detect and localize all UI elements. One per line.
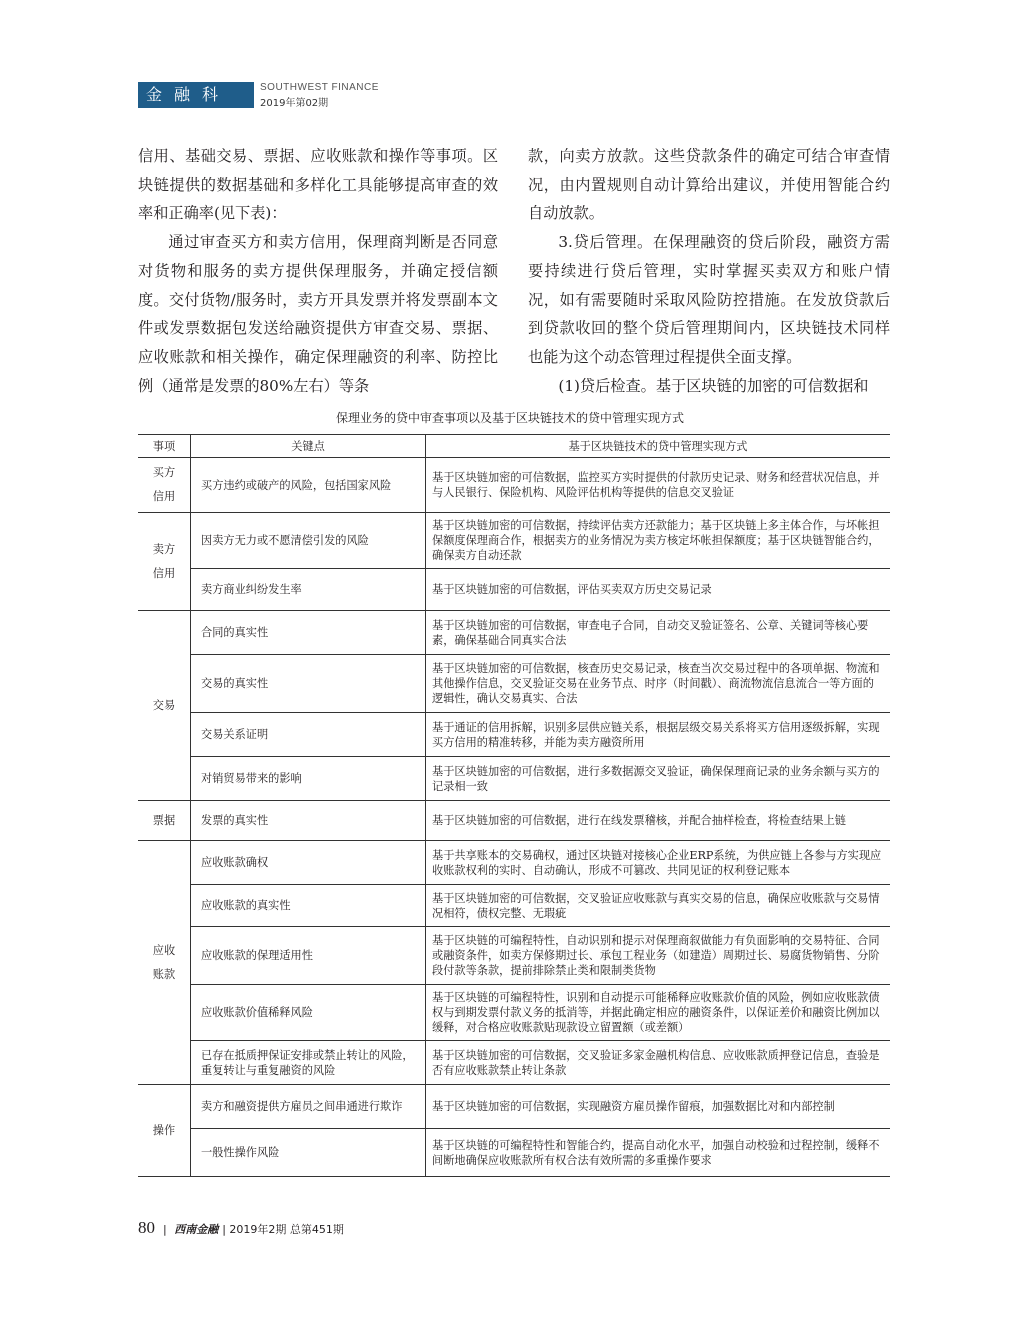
key-point-cell: 买方违约或破产的风险，包括国家风险 xyxy=(191,458,426,513)
column-header: 事项 xyxy=(138,435,191,458)
table-row xyxy=(138,513,890,569)
table-row xyxy=(138,841,890,885)
table-row xyxy=(138,1129,890,1177)
key-point-cell: 应收账款确权 xyxy=(191,841,426,885)
key-point-cell: 应收账款的真实性 xyxy=(191,885,426,927)
key-point-cell: 一般性操作风险 xyxy=(191,1129,426,1177)
implementation-cell: 基于区块链的可编程特性，自动识别和提示对保理商叙做能力有负面影响的交易特征、合同或融资条件，如卖方保修期过长、承包工程业务（如建造）周期过长、易腐货物销售、分阶段付款等条款，提前排除禁止类和限制类货物 xyxy=(426,927,891,985)
implementation-cell: 基于区块链的可编程特性，识别和自动提示可能稀释应收账款价值的风险，例如应收账款债权与到期发票付款义务的抵消等，并据此确定相应的融资条件，以保证差价和融资比例加以缓释，对合格应收账款贴现款设立留置额（或差额） xyxy=(426,985,891,1041)
column-header: 关键点 xyxy=(191,435,426,458)
paragraph: (1)贷后检查。基于区块链的加密的可信数据和 xyxy=(558,376,869,395)
table-row xyxy=(138,1041,890,1085)
key-point-cell: 发票的真实性 xyxy=(191,801,426,841)
table-row xyxy=(138,655,890,713)
body-column-right xyxy=(528,142,890,400)
key-point-cell: 交易关系证明 xyxy=(191,713,426,757)
implementation-cell: 基于区块链加密的可信数据，审查电子合同，自动交叉验证签名、公章、关键词等核心要素，确保基础合同真实合法 xyxy=(426,611,891,655)
table-caption: 保理业务的贷中审查事项以及基于区块链技术的贷中管理实现方式 xyxy=(335,411,684,425)
page-number: 80 xyxy=(138,1218,155,1237)
key-point-cell: 应收账款价值稀释风险 xyxy=(191,985,426,1041)
implementation-cell: 基于通证的信用拆解，识别多层供应链关系，根据层级交易关系将买方信用逐级拆解，实现买方信用的精准转移，并能为卖方融资所用 xyxy=(426,713,891,757)
implementation-cell: 基于区块链加密的可信数据，评估买卖双方历史交易记录 xyxy=(426,569,891,611)
paragraph: 3.贷后管理。在保理融资的贷后阶段，融资方需要持续进行贷后管理，实时掌握买卖双方和账户情况，如有需要随时采取风险防控措施。在发放贷款后到贷款收回的整个贷后管理期间内，区块链技术同样也能为这个动态管理过程提供全面支撑。 xyxy=(528,233,890,366)
journal-name-en: SOUTHWEST FINANCE xyxy=(260,82,379,93)
table-row xyxy=(138,713,890,757)
key-point-cell: 卖方商业纠纷发生率 xyxy=(191,569,426,611)
implementation-cell: 基于区块链加密的可信数据，持续评估卖方还款能力；基于区块链上多主体合作，与坏帐担保额度保理商合作，根据卖方的业务情况为卖方核定坏帐担保额度；基于区块链智能合约，确保卖方自动还款 xyxy=(426,513,891,569)
implementation-cell: 基于区块链加密的可信数据，监控买方实时提供的付款历史记录、财务和经营状况信息，并与人民银行、保险机构、风险评估机构等提供的信息交叉验证 xyxy=(426,458,891,513)
key-point-cell: 交易的真实性 xyxy=(191,655,426,713)
key-point-cell: 应收账款的保理适用性 xyxy=(191,927,426,985)
column-header: 基于区块链技术的贷中管理实现方式 xyxy=(426,435,891,458)
paragraph: 通过审查买方和卖方信用，保理商判断是否同意对货物和服务的卖方提供保理服务，并确定授信额度。交付货物/服务时，卖方开具发票并将发票副本文件或发票数据包发送给融资提供方审查交易、票据、应收账款和相关操作，确定保理融资的利率、防控比例（通常是发票的80%左右）等条 xyxy=(138,233,498,395)
section-band: 金融科技 xyxy=(138,82,254,108)
implementation-cell: 基于区块链的可编程特性和智能合约，提高自动化水平，加强自动校验和过程控制，缓释不间断地确保应收账款所有权合法有效所需的多重操作要求 xyxy=(426,1129,891,1177)
implementation-cell: 基于区块链加密的可信数据，进行在线发票稽核，并配合抽样检查，将检查结果上链 xyxy=(426,801,891,841)
table-row xyxy=(138,458,890,513)
key-point-cell: 卖方和融资提供方雇员之间串通进行欺诈 xyxy=(191,1085,426,1129)
body-column-left xyxy=(138,142,498,400)
key-point-cell: 合同的真实性 xyxy=(191,611,426,655)
implementation-cell: 基于区块链加密的可信数据，交叉验证应收账款与真实交易的信息，确保应收账款与交易情况相符，债权完整、无瑕疵 xyxy=(426,885,891,927)
table-header-row xyxy=(138,435,890,458)
item-cell: 买方 信用 xyxy=(138,458,191,513)
table-row xyxy=(138,1085,890,1129)
table-row xyxy=(138,757,890,801)
table-row xyxy=(138,885,890,927)
implementation-cell: 基于共享账本的交易确权，通过区块链对接核心企业ERP系统，为供应链上各参与方实现应收账款权利的实时、自动确认，形成不可篡改、共同见证的权利登记账本 xyxy=(426,841,891,885)
item-cell: 交易 xyxy=(138,611,191,801)
implementation-cell: 基于区块链加密的可信数据，实现融资方雇员操作留痕，加强数据比对和内部控制 xyxy=(426,1085,891,1129)
item-cell: 卖方 信用 xyxy=(138,513,191,611)
table-row xyxy=(138,927,890,985)
implementation-cell: 基于区块链加密的可信数据，交叉验证多家金融机构信息、应收账款质押登记信息，查验是否有应收账款禁止转让条款 xyxy=(426,1041,891,1085)
item-cell: 应收 账款 xyxy=(138,841,191,1085)
page-footer: 80 | 西南金融 | 2019年2期 总第451期 xyxy=(138,1218,344,1237)
item-cell: 票据 xyxy=(138,801,191,841)
item-cell: 操作 xyxy=(138,1085,191,1177)
table-row xyxy=(138,985,890,1041)
table-row xyxy=(138,569,890,611)
review-items-table xyxy=(138,434,890,1177)
key-point-cell: 因卖方无力或不愿清偿引发的风险 xyxy=(191,513,426,569)
journal-issue: 2019年第02期 xyxy=(260,98,329,109)
implementation-cell: 基于区块链加密的可信数据，进行多数据源交叉验证，确保保理商记录的业务余额与买方的记录相一致 xyxy=(426,757,891,801)
paragraph: 信用、基础交易、票据、应收账款和操作等事项。区块链提供的数据基础和多样化工具能够提高审查的效率和正确率(见下表)： xyxy=(138,147,498,223)
table-row xyxy=(138,801,890,841)
table-row xyxy=(138,611,890,655)
key-point-cell: 对销贸易带来的影响 xyxy=(191,757,426,801)
journal-header xyxy=(138,82,538,130)
footer-issue: 2019年2期 总第451期 xyxy=(229,1223,344,1236)
journal-brand: 西南金融 xyxy=(174,1223,219,1236)
implementation-cell: 基于区块链加密的可信数据，核查历史交易记录，核查当次交易过程中的各项单据、物流和其他操作信息，交叉验证交易在业务节点、时序（时间戳）、商流物流信息流合一等方面的逻辑性，确认交易真实、合法 xyxy=(426,655,891,713)
paragraph: 款，向卖方放款。这些贷款条件的确定可结合审查情况，由内置规则自动计算给出建议，并使用智能合约自动放款。 xyxy=(528,147,890,223)
key-point-cell: 已存在抵质押保证安排或禁止转让的风险，重复转让与重复融资的风险 xyxy=(191,1041,426,1085)
